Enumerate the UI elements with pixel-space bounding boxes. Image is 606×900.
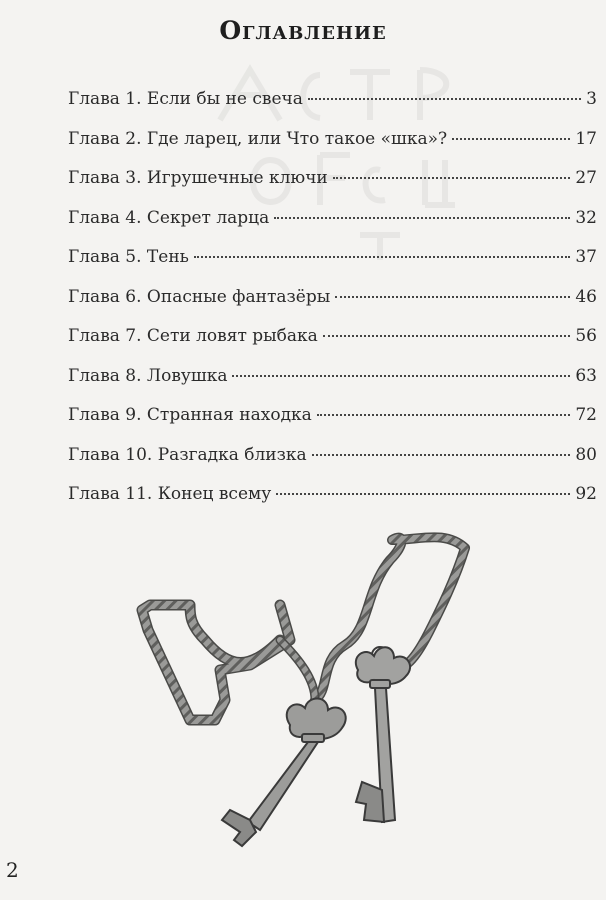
dot-leader <box>335 296 570 298</box>
toc-entry <box>68 247 597 287</box>
toc-entry <box>68 89 597 129</box>
toc-entry-page: 72 <box>575 405 597 425</box>
toc-entry <box>68 208 597 248</box>
toc-entry-title: Глава 3. Игрушечные ключи <box>68 168 328 188</box>
dot-leader <box>308 98 581 100</box>
key-right <box>356 647 410 822</box>
toc-entry-page: 46 <box>575 286 597 307</box>
page-number: 2 <box>6 858 19 882</box>
toc-entry <box>68 168 597 208</box>
dot-leader <box>312 454 571 456</box>
toc-entry-title: Глава 2. Где ларец, или Что такое «шка»? <box>68 128 448 149</box>
toc-entry-page: 17 <box>575 128 597 149</box>
toc-entry <box>68 129 597 169</box>
toc-entry-title: Глава 9. Странная находка <box>68 405 312 425</box>
toc-entry-page: 80 <box>575 444 597 465</box>
key-left <box>222 698 346 846</box>
toc-entry <box>68 287 597 327</box>
toc-entry-page: 32 <box>575 207 597 228</box>
dot-leader <box>317 414 571 416</box>
dot-leader <box>194 256 570 258</box>
toc-entry <box>68 445 597 485</box>
keys-on-rope-illustration <box>130 520 490 850</box>
dot-leader <box>452 138 570 140</box>
dot-leader <box>323 335 571 337</box>
toc-entry-page: 27 <box>575 168 597 188</box>
toc-entry-page: 37 <box>575 247 597 267</box>
toc-entry-page: 56 <box>575 326 597 346</box>
dot-leader <box>232 375 570 377</box>
toc-entry-page: 3 <box>586 89 597 109</box>
toc-entry-title: Глава 7. Сети ловят рыбака <box>68 326 318 346</box>
toc-entry-title: Глава 10. Разгадка близка <box>68 444 307 465</box>
toc-entry-page: 92 <box>575 484 597 504</box>
page-title: Оглавление <box>219 16 387 45</box>
toc-entry-title: Глава 8. Ловушка <box>68 365 228 386</box>
toc-entry-title: Глава 6. Опасные фантазёры <box>68 286 331 307</box>
toc-entry-title: Глава 1. Если бы не свеча <box>68 89 303 109</box>
toc-entry <box>68 366 597 406</box>
toc-entry <box>68 484 597 524</box>
dot-leader <box>276 493 570 495</box>
dot-leader <box>333 177 571 179</box>
dot-leader <box>274 217 570 219</box>
toc-entry-title: Глава 5. Тень <box>68 247 189 267</box>
toc-entry-page: 63 <box>575 365 597 386</box>
toc-entry <box>68 326 597 366</box>
toc-entry <box>68 405 597 445</box>
toc-entry-title: Глава 11. Конец всему <box>68 484 272 504</box>
toc-entry-title: Глава 4. Секрет ларца <box>68 207 270 228</box>
table-of-contents <box>68 89 597 524</box>
